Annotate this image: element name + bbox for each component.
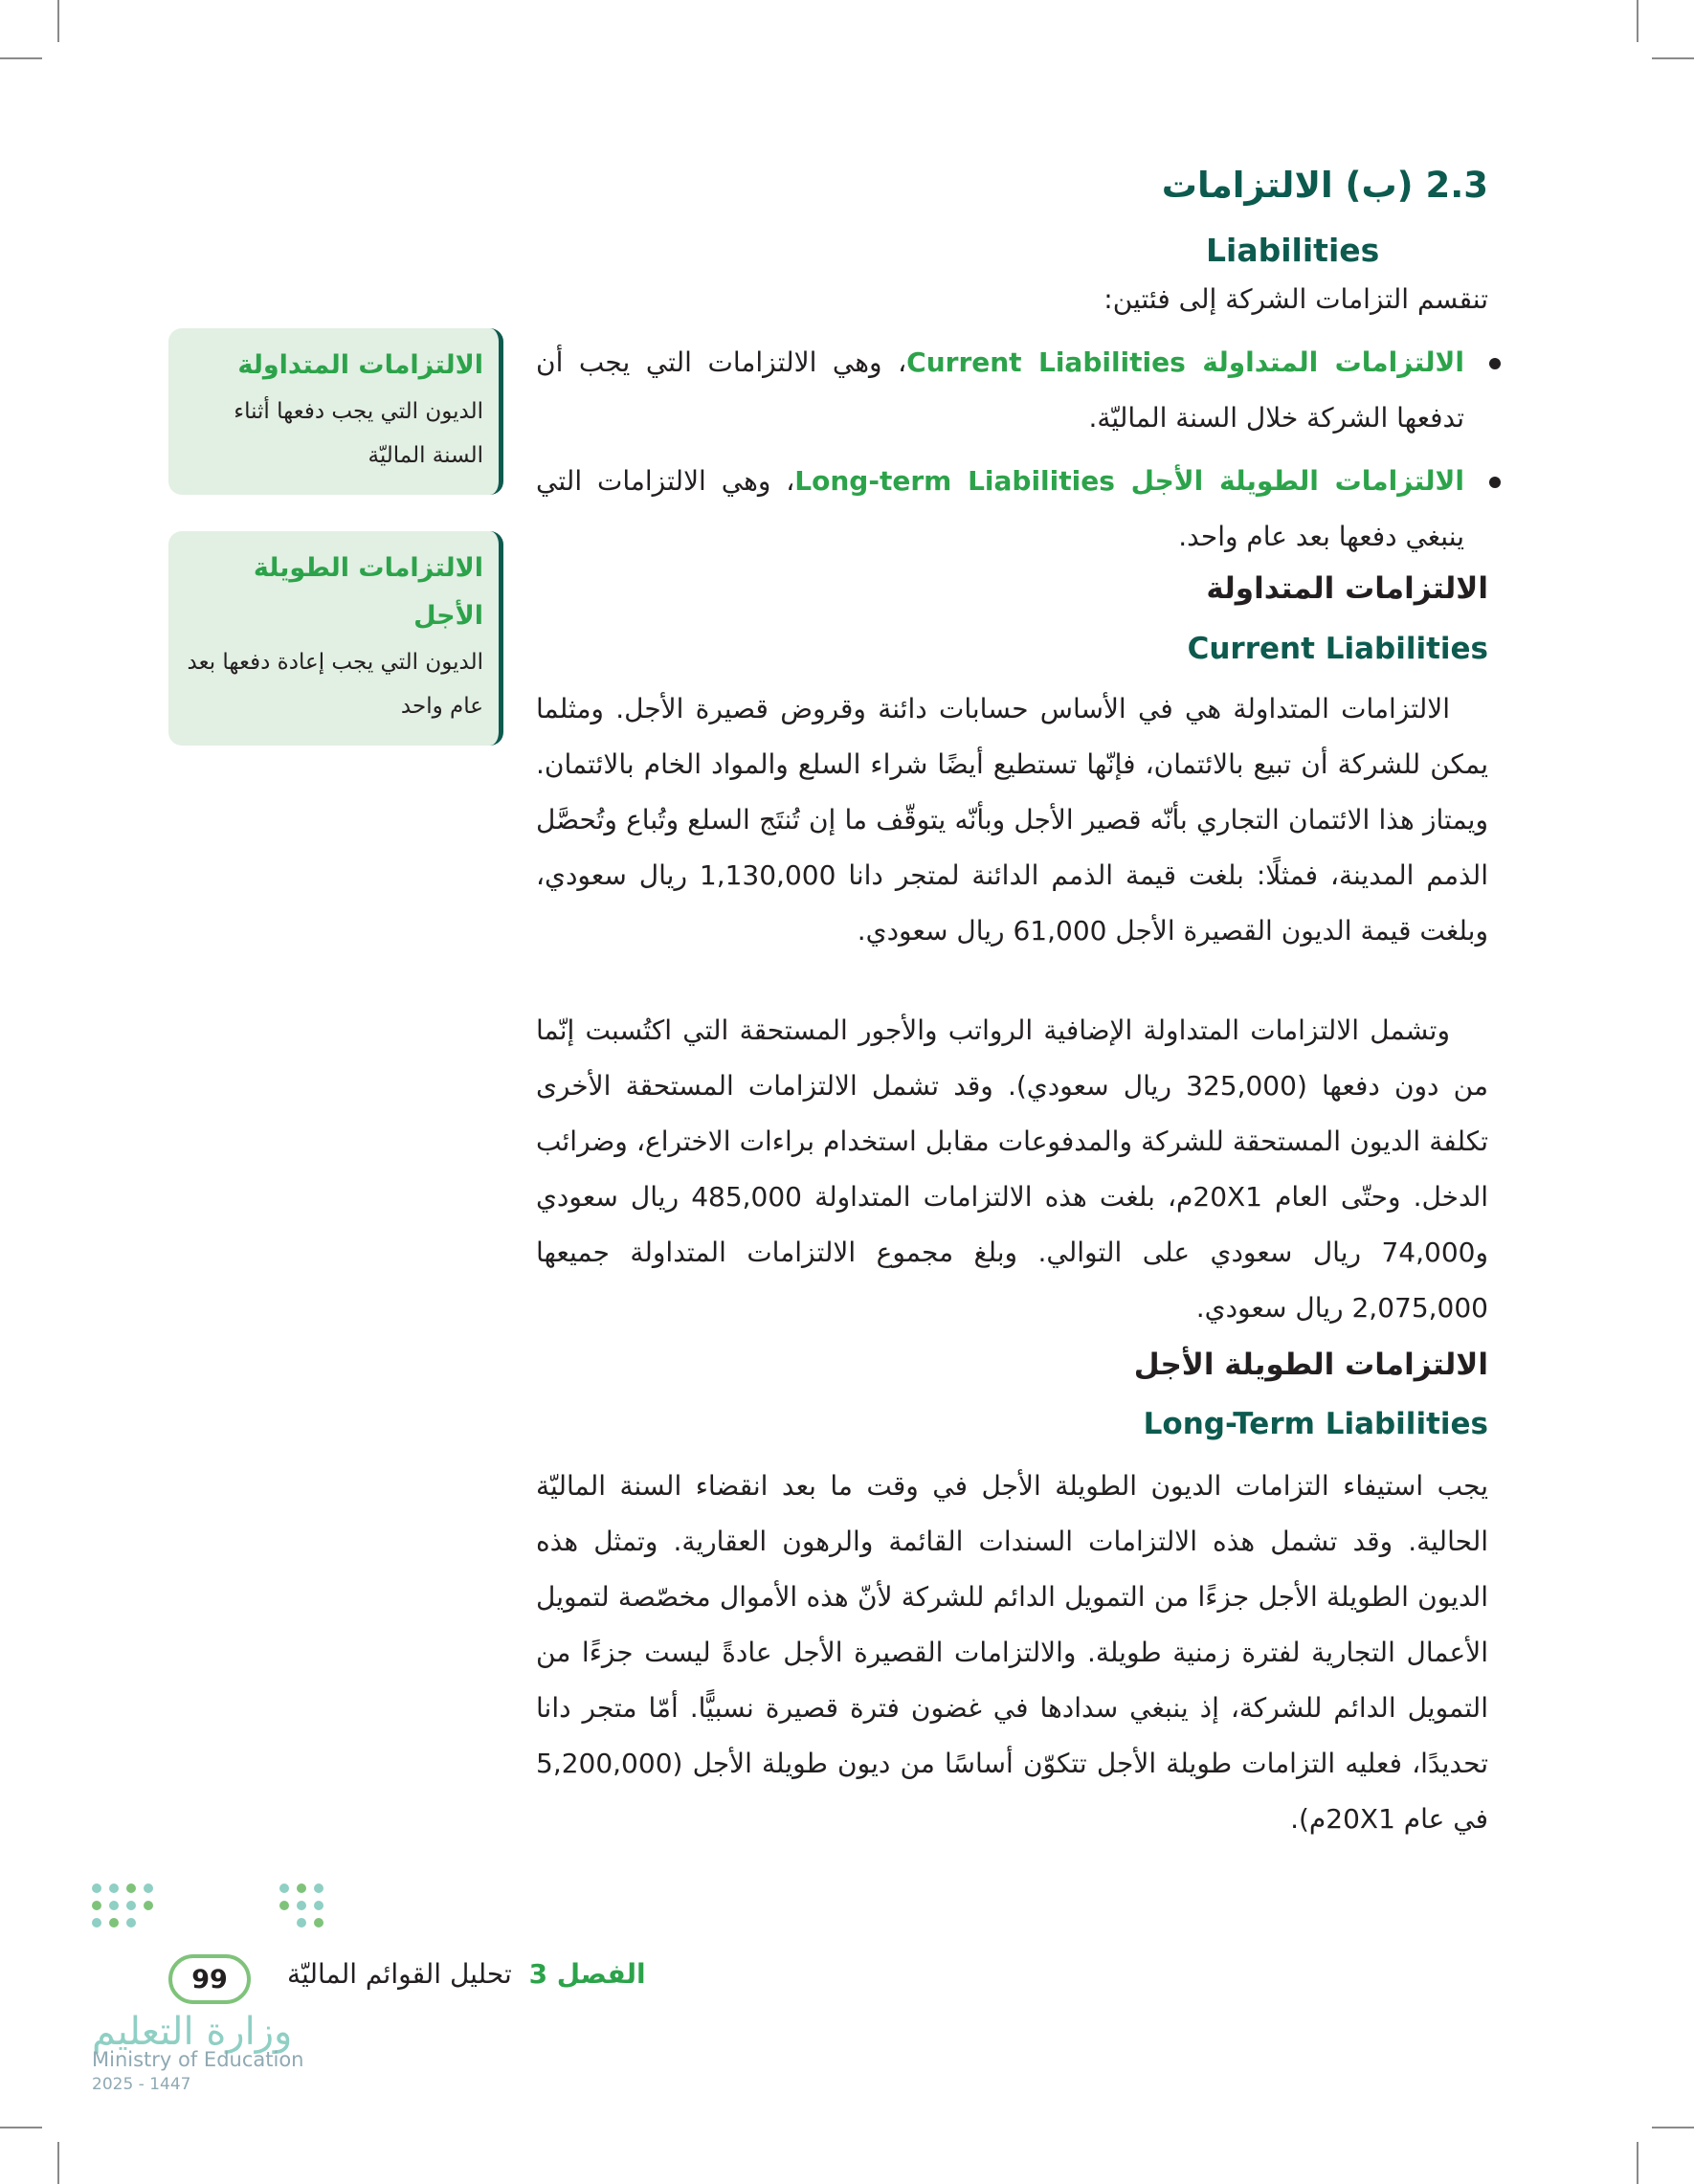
crop-mark <box>57 2142 59 2184</box>
ministry-year: 2025 - 1447 <box>92 2075 191 2094</box>
page-number: 99 <box>168 1954 251 2004</box>
term-current-liabilities: الالتزامات المتداولة Current Liabilities <box>906 346 1465 378</box>
current-paragraph-1: الالتزامات المتداولة هي في الأساس حسابات دائنة وقروض قصيرة الأجل. ومثلما يمكن للشركة أن تبيع بالائتمان، فإنّها تستطيع أيضًا شراء السلع والمواد الخام بالائتمان. ويمتاز هذا الائتمان التجاري بأنّه قصير الأجل وبأنّه يتوقّف ما إن تُنتَج السلع وتُباع وتُحصَّل الذمم المدينة، فمثلًا: بلغت قيمة الذمم الدائنة لمتجر دانا 1,130,000 ريال سعودي، وبلغت قيمة الديون القصيرة الأجل 61,000 ريال سعودي. <box>536 693 1488 947</box>
bullet-text: ، وهي الالتزامات التي يجب أن تدفعها الشركة خلال السنة الماليّة. <box>536 346 1464 434</box>
footer-chapter <box>287 1958 646 1990</box>
crop-mark <box>57 0 59 42</box>
sidebar-definition: الديون التي يجب دفعها أثناء السنة الماليّة <box>234 399 483 468</box>
crop-mark <box>1652 2127 1694 2128</box>
heading-current-en: Current Liabilities <box>1187 632 1488 666</box>
list-item <box>536 454 1464 565</box>
ministry-name-en: Ministry of Education <box>92 2048 304 2071</box>
section-title-en: Liabilities <box>1206 232 1380 269</box>
crop-mark <box>1652 57 1694 59</box>
chapter-title: تحليل القوائم الماليّة <box>287 1958 512 1990</box>
current-paragraph-2: وتشمل الالتزامات المتداولة الإضافية الرواتب والأجور المستحقة التي اكتُسبت إنّما من دون دفعها (325,000 ريال سعودي). وقد تشمل الالتزامات المستحقة الأخرى تكلفة الديون المستحقة للشركة والمدفوعات مقابل استخدام براءات الاختراع، وضرائب الدخل. وحتّى العام 20X1م، بلغت هذه الالتزامات المتداولة 485,000 ريال سعودي و74,000 ريال سعودي على التوالي. وبلغ مجموع الالتزامات المتداولة جميعها 2,075,000 ريال سعودي. <box>536 1014 1489 1324</box>
crop-mark <box>0 57 42 59</box>
term-longterm-liabilities: الالتزامات الطويلة الأجل Long-term Liabilities <box>794 465 1464 497</box>
list-item <box>536 335 1464 446</box>
crop-mark <box>1637 0 1638 42</box>
sidebar-definition: الديون التي يجب إعادة دفعها بعد عام واحد <box>187 650 483 719</box>
longterm-paragraph-1: يجب استيفاء التزامات الديون الطويلة الأجل في وقت ما بعد انقضاء السنة الماليّة الحالية. وقد تشمل هذه الالتزامات السندات القائمة والرهون العقارية. وتمثل هذه الديون الطويلة الأجل جزءًا من التمويل الدائم للشركة لأنّ هذه الأموال مخصّصة لتمويل الأعمال التجارية لفترة زمنية طويلة. والالتزامات القصيرة الأجل عادةً ليست جزءًا من التمويل الدائم للشركة، إذ ينبغي سدادها في غضون فترة قصيرة نسبيًّا. أمّا متجر دانا تحديدًا، فعليه التزامات طويلة الأجل تتكوّن أساسًا من ديون طويلة الأجل (5,200,000 في عام 20X1م). <box>536 1470 1488 1835</box>
bullet-text: ، وهي الالتزامات التي ينبغي دفعها بعد عام واحد. <box>536 465 1464 552</box>
sidebar-term: الالتزامات الطويلة الأجل <box>253 553 483 631</box>
crop-mark <box>0 2127 42 2128</box>
sidebar-definition-current <box>168 328 503 495</box>
chapter-label: الفصل 3 <box>528 1958 646 1990</box>
sidebar-definition-longterm <box>168 531 503 746</box>
ministry-name-ar: وزارة التعليم <box>92 2010 293 2054</box>
crop-mark <box>1637 2142 1638 2184</box>
section-title: 2.3 (ب) الالتزامات <box>1161 165 1488 206</box>
heading-longterm-en: Long-Term Liabilities <box>1143 1407 1488 1441</box>
heading-longterm-ar: الالتزامات الطويلة الأجل <box>1133 1348 1488 1382</box>
heading-current-ar: الالتزامات المتداولة <box>1206 571 1488 606</box>
section-intro: تنقسم التزامات الشركة إلى فئتين: <box>1103 283 1488 315</box>
category-list <box>536 335 1464 565</box>
sidebar-term: الالتزامات المتداولة <box>237 350 483 380</box>
